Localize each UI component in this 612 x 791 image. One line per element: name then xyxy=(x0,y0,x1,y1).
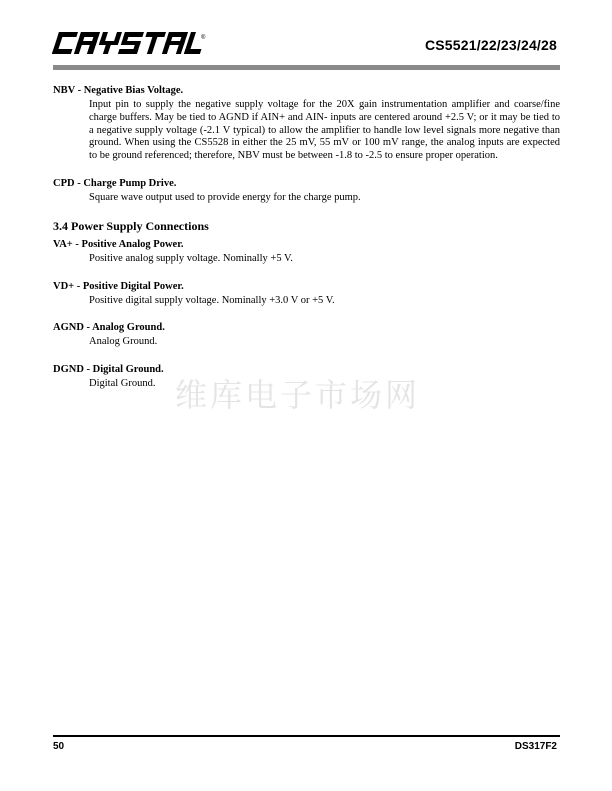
pin-nbv xyxy=(53,84,560,163)
pin-description: Input pin to supply the negative supply voltage for the 20X gain instrumentation amplifier and coarse/fine charge buffers. May be tied to AGND if AIN+ and AIN- inputs are centered around +2.5 V; or it may be tied to a negative supply voltage (-2.1 V typical) to allow the amplifier to handle low level signals more negative than ground. When using the CS5528 in either the 25 mV, 55 mV or 100 mV range, the analog inputs are expected to be ground referenced; therefore, NBV must be between -1.8 to -2.5 to ensure proper operation. xyxy=(89,99,560,162)
pin-description: Positive analog supply voltage. Nominally +5 V. xyxy=(89,252,293,264)
pin-title: VA+ - Positive Analog Power. xyxy=(53,238,184,250)
crystal-logo xyxy=(52,32,208,54)
footer-divider xyxy=(53,735,560,737)
part-number: CS5521/22/23/24/28 xyxy=(424,37,557,53)
document-id: DS317F2 xyxy=(514,741,557,752)
pin-description: Digital Ground. xyxy=(89,378,156,390)
svg-text:®: ® xyxy=(201,35,206,41)
pin-cpd xyxy=(53,177,560,205)
pin-description: Positive digital supply voltage. Nominally +3.0 V or +5 V. xyxy=(89,294,335,306)
page-number: 50 xyxy=(53,741,65,752)
pin-title: VD+ - Positive Digital Power. xyxy=(53,280,184,292)
pin-va-plus xyxy=(53,238,560,266)
pin-title: NBV - Negative Bias Voltage. xyxy=(53,85,184,96)
header-divider xyxy=(53,65,560,70)
section-heading: 3.4 Power Supply Connections xyxy=(53,218,209,233)
pin-vd-plus xyxy=(53,280,560,308)
pin-description: Analog Ground. xyxy=(89,336,158,348)
pin-title: CPD - Charge Pump Drive. xyxy=(53,177,177,189)
watermark: 维库电子市场网 xyxy=(175,376,421,414)
pin-agnd xyxy=(53,321,560,349)
pin-description: Square wave output used to provide energy for the charge pump. xyxy=(89,191,361,203)
pin-title: DGND - Digital Ground. xyxy=(53,364,164,376)
document-body xyxy=(53,84,560,405)
pin-title: AGND - Analog Ground. xyxy=(53,322,165,334)
